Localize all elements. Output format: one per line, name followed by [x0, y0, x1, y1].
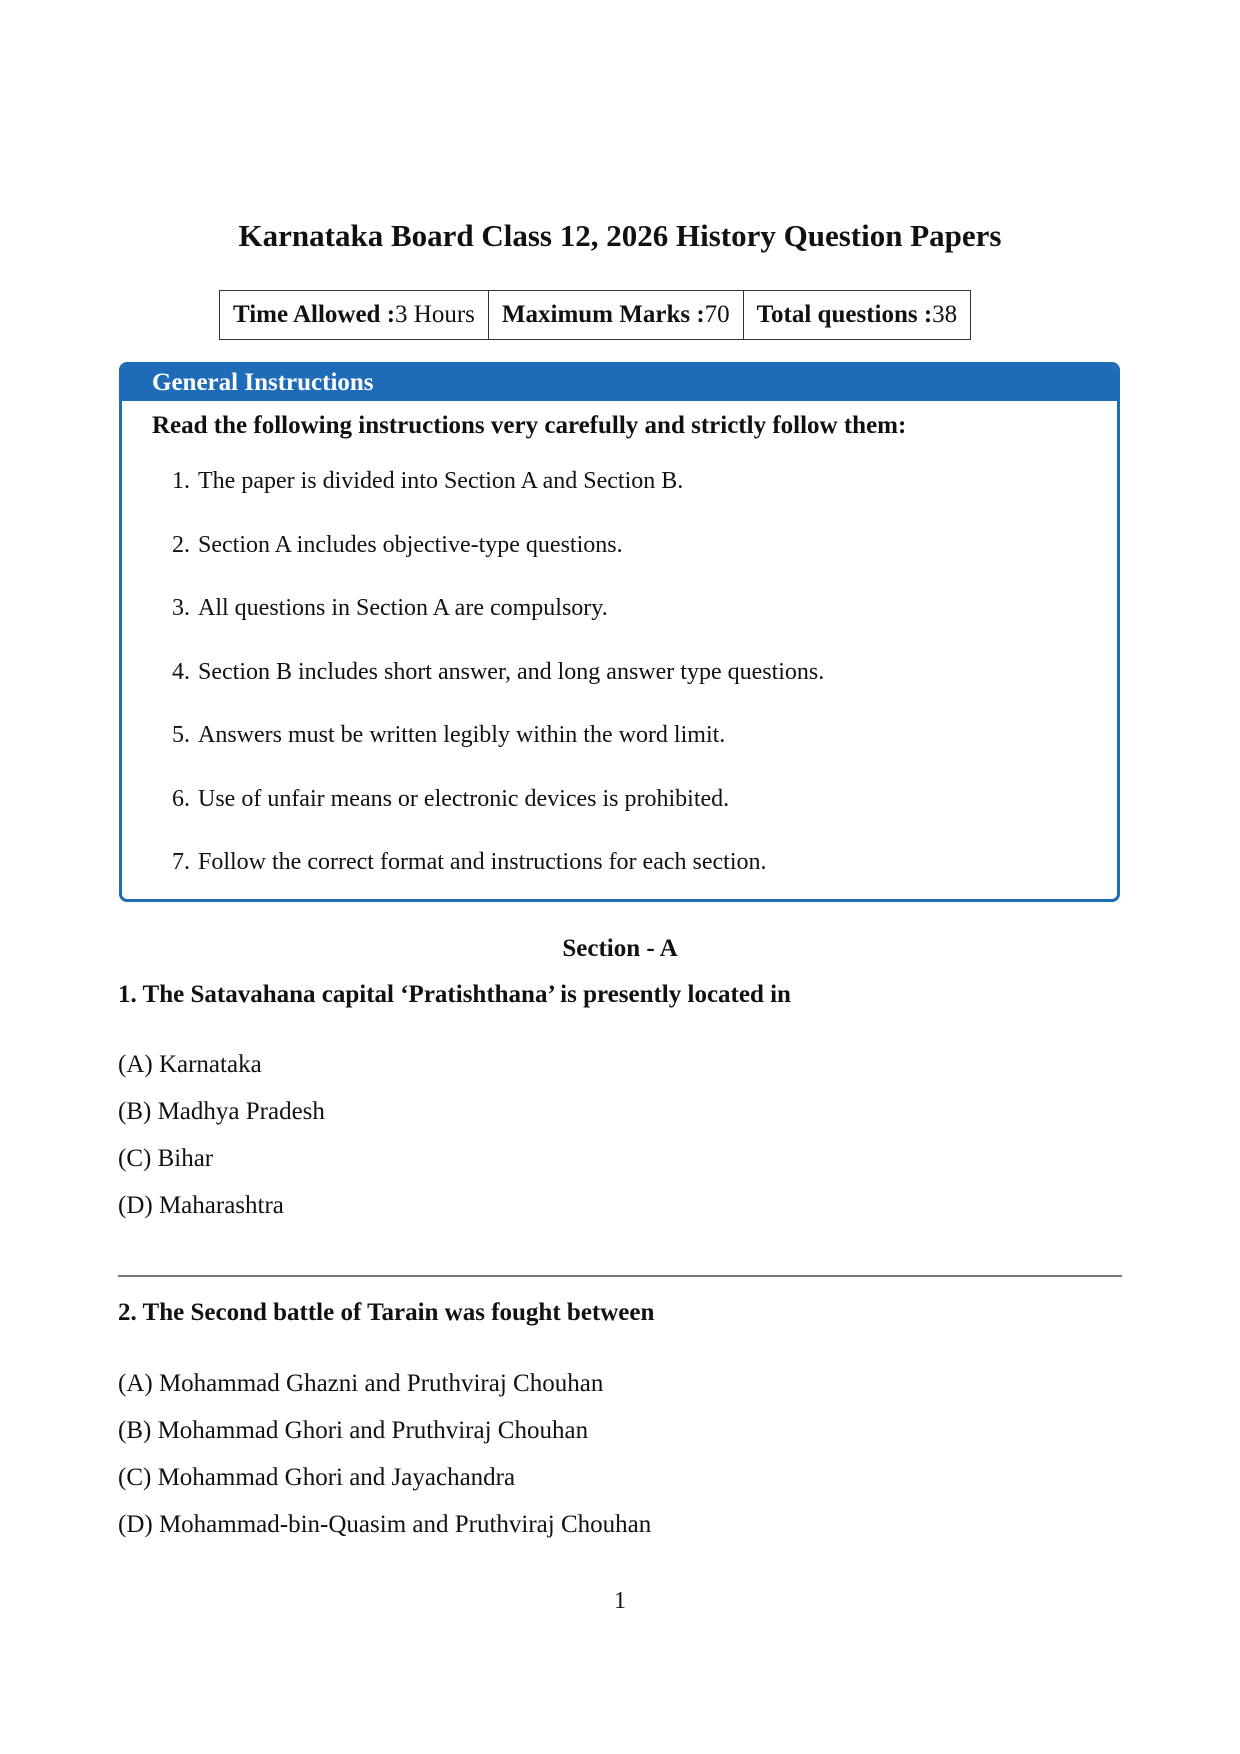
option-b: (B) Madhya Pradesh	[118, 1098, 325, 1125]
instruction-number: 7.	[172, 849, 190, 875]
option-a: (A) Mohammad Ghazni and Pruthviraj Chouhan	[118, 1370, 604, 1397]
instruction-text: All questions in Section A are compulsory.	[198, 595, 608, 621]
instruction-item	[172, 657, 1117, 721]
instruction-number: 1.	[172, 468, 190, 494]
instruction-item	[172, 720, 1117, 784]
maximum-marks-value: 70	[704, 301, 730, 328]
question-1-text: 1. The Satavahana capital ‘Pratishthana’ is presently located in	[118, 981, 791, 1008]
instruction-item	[172, 593, 1117, 657]
general-instructions-header: General Instructions	[122, 365, 1117, 401]
instruction-number: 6.	[172, 785, 190, 812]
maximum-marks-label: Maximum Marks :	[501, 301, 705, 328]
instruction-text: Answers must be written legibly within the word limit.	[198, 722, 726, 748]
section-a-heading: Section - A	[562, 935, 678, 962]
instruction-item	[172, 466, 1117, 530]
time-allowed-value: 3 Hours	[395, 301, 475, 328]
instruction-number: 4.	[172, 658, 190, 685]
time-allowed-cell	[220, 291, 489, 339]
question-2-options	[118, 1369, 651, 1557]
instruction-text: Section A includes objective-type questions.	[198, 531, 623, 558]
total-questions-cell	[744, 291, 971, 339]
option-d: (D) Mohammad-bin-Quasim and Pruthviraj Chouhan	[118, 1511, 652, 1538]
instruction-number: 2.	[172, 531, 190, 558]
instruction-number: 3.	[172, 595, 190, 621]
general-instructions-box	[119, 362, 1120, 902]
page-title: Karnataka Board Class 12, 2026 History Question Papers	[238, 218, 1002, 253]
instruction-item	[172, 784, 1117, 848]
option-c: (C) Bihar	[118, 1145, 214, 1172]
total-questions-value: 38	[932, 301, 958, 328]
exam-meta-table	[219, 290, 971, 340]
option-b: (B) Mohammad Ghori and Pruthviraj Chouhan	[118, 1417, 589, 1444]
instruction-item	[172, 530, 1117, 594]
time-allowed-label: Time Allowed :	[233, 301, 396, 328]
instruction-item	[172, 847, 1117, 902]
maximum-marks-cell	[489, 291, 744, 339]
option-a: (A) Karnataka	[118, 1051, 262, 1078]
question-1-options	[118, 1050, 325, 1238]
option-d: (D) Maharashtra	[118, 1192, 284, 1219]
instructions-lead: Read the following instructions very carefully and strictly follow them:	[152, 412, 907, 439]
instruction-text: Follow the correct format and instructions for each section.	[198, 849, 767, 875]
instruction-text: Use of unfair means or electronic devices is prohibited.	[198, 785, 730, 812]
page-number: 1	[614, 1588, 626, 1614]
option-c: (C) Mohammad Ghori and Jayachandra	[118, 1464, 516, 1491]
question-2-text: 2. The Second battle of Tarain was fought between	[118, 1299, 655, 1326]
instructions-list	[122, 466, 1117, 902]
question-divider	[118, 1275, 1122, 1277]
total-questions-label: Total questions :	[756, 301, 933, 328]
instruction-text: The paper is divided into Section A and Section B.	[198, 468, 684, 494]
instruction-number: 5.	[172, 722, 190, 748]
instruction-text: Section B includes short answer, and long answer type questions.	[198, 658, 825, 685]
